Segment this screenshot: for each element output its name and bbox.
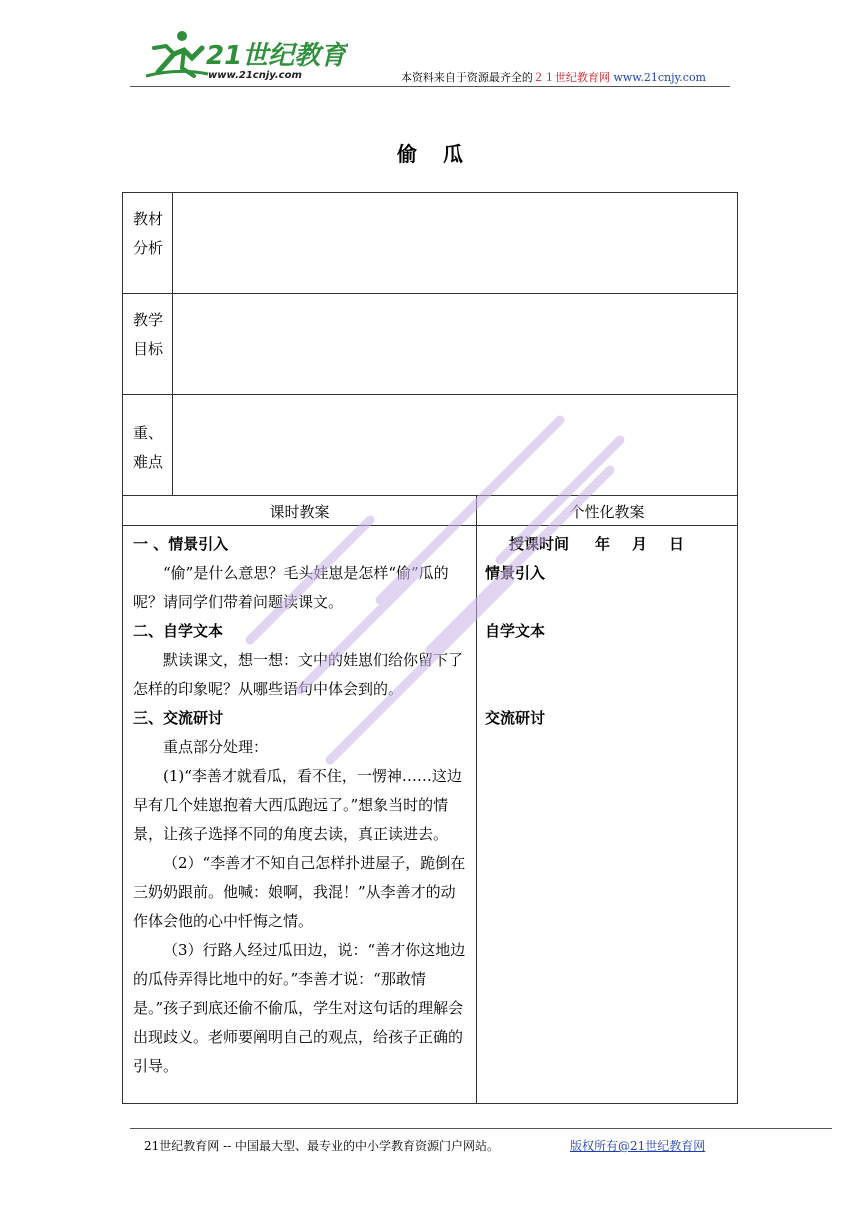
page-header: [130, 24, 730, 87]
column-header-personalized-plan: 个性化教案: [569, 503, 645, 521]
svg-text:www.21cnjy.com: www.21cnjy.com: [208, 70, 302, 81]
header-source-note: 本资料来自于资源最齐全的２１世纪教育网 www.21cnjy.com: [400, 71, 706, 84]
section-title: 三、交流研讨: [133, 709, 224, 727]
section-title: 自学文本: [485, 622, 546, 640]
row-label: 教学 目标: [123, 294, 173, 394]
site-logo: [138, 28, 348, 82]
paragraph: （3）行路人经过瓜田边，说：“善才你这地边的瓜侍弄得比地中的好。”李善才说：“那敢情是。”孩子到底还偷不偷瓜，学生对这句话的理解会出现歧义。老师要阐明自己的观点，给孩子正确的引导。: [133, 941, 466, 1075]
lesson-plan-table: [122, 192, 738, 1104]
lesson-time-line: 授课时间 年 月 日: [509, 535, 685, 553]
row-material-analysis: [123, 193, 737, 294]
section-title: 一 、情景引入: [133, 535, 229, 553]
paragraph: （2）“李善才不知自己怎样扑进屋子，跪倒在三奶奶跟前。他喊：娘啊，我混！”从李善才的动作体会他的心中忏悔之情。: [133, 854, 466, 930]
footer-text: 21世纪教育网 -- 中国最大型、最专业的中小学教育资源门户网站。: [144, 1139, 500, 1153]
section-title: 情景引入: [485, 564, 546, 582]
section-title: 交流研讨: [485, 709, 546, 727]
row-label: 教材 分析: [123, 193, 173, 293]
column-header-lesson-plan: 课时教案: [123, 496, 477, 525]
footer-copyright-link[interactable]: 版权所有@21世纪教育网: [570, 1139, 706, 1153]
paragraph: 重点部分处理：: [163, 738, 269, 756]
header-site-link[interactable]: www.21cnjy.com: [613, 71, 706, 84]
paragraph: “偷”是什么意思？毛头娃崽是怎样“偷”瓜的呢？请同学们带着问题读课文。: [133, 564, 449, 611]
paragraph: (1)“李善才就看瓜，看不住，一愣神……这边早有几个娃崽抱着大西瓜跑远了。”想象当时的情景，让孩子选择不同的角度去读，真正读进去。: [133, 767, 462, 843]
lesson-plan-content: [123, 526, 477, 1103]
row-label: 重、 难点: [123, 395, 173, 495]
document-title: 偷瓜: [397, 142, 489, 166]
page-footer: [130, 1128, 832, 1159]
column-headers: [123, 496, 737, 526]
paragraph: 默读课文，想一想：文中的娃崽们给你留下了怎样的印象呢？从哪些语句中体会到的。: [133, 651, 464, 698]
svg-text:21世纪教育: 21世纪教育: [206, 41, 347, 71]
section-title: 二、自学文本: [133, 622, 224, 640]
row-key-difficulties: [123, 395, 737, 496]
row-teaching-goals: [123, 294, 737, 395]
personalized-plan-content: [477, 526, 737, 1103]
